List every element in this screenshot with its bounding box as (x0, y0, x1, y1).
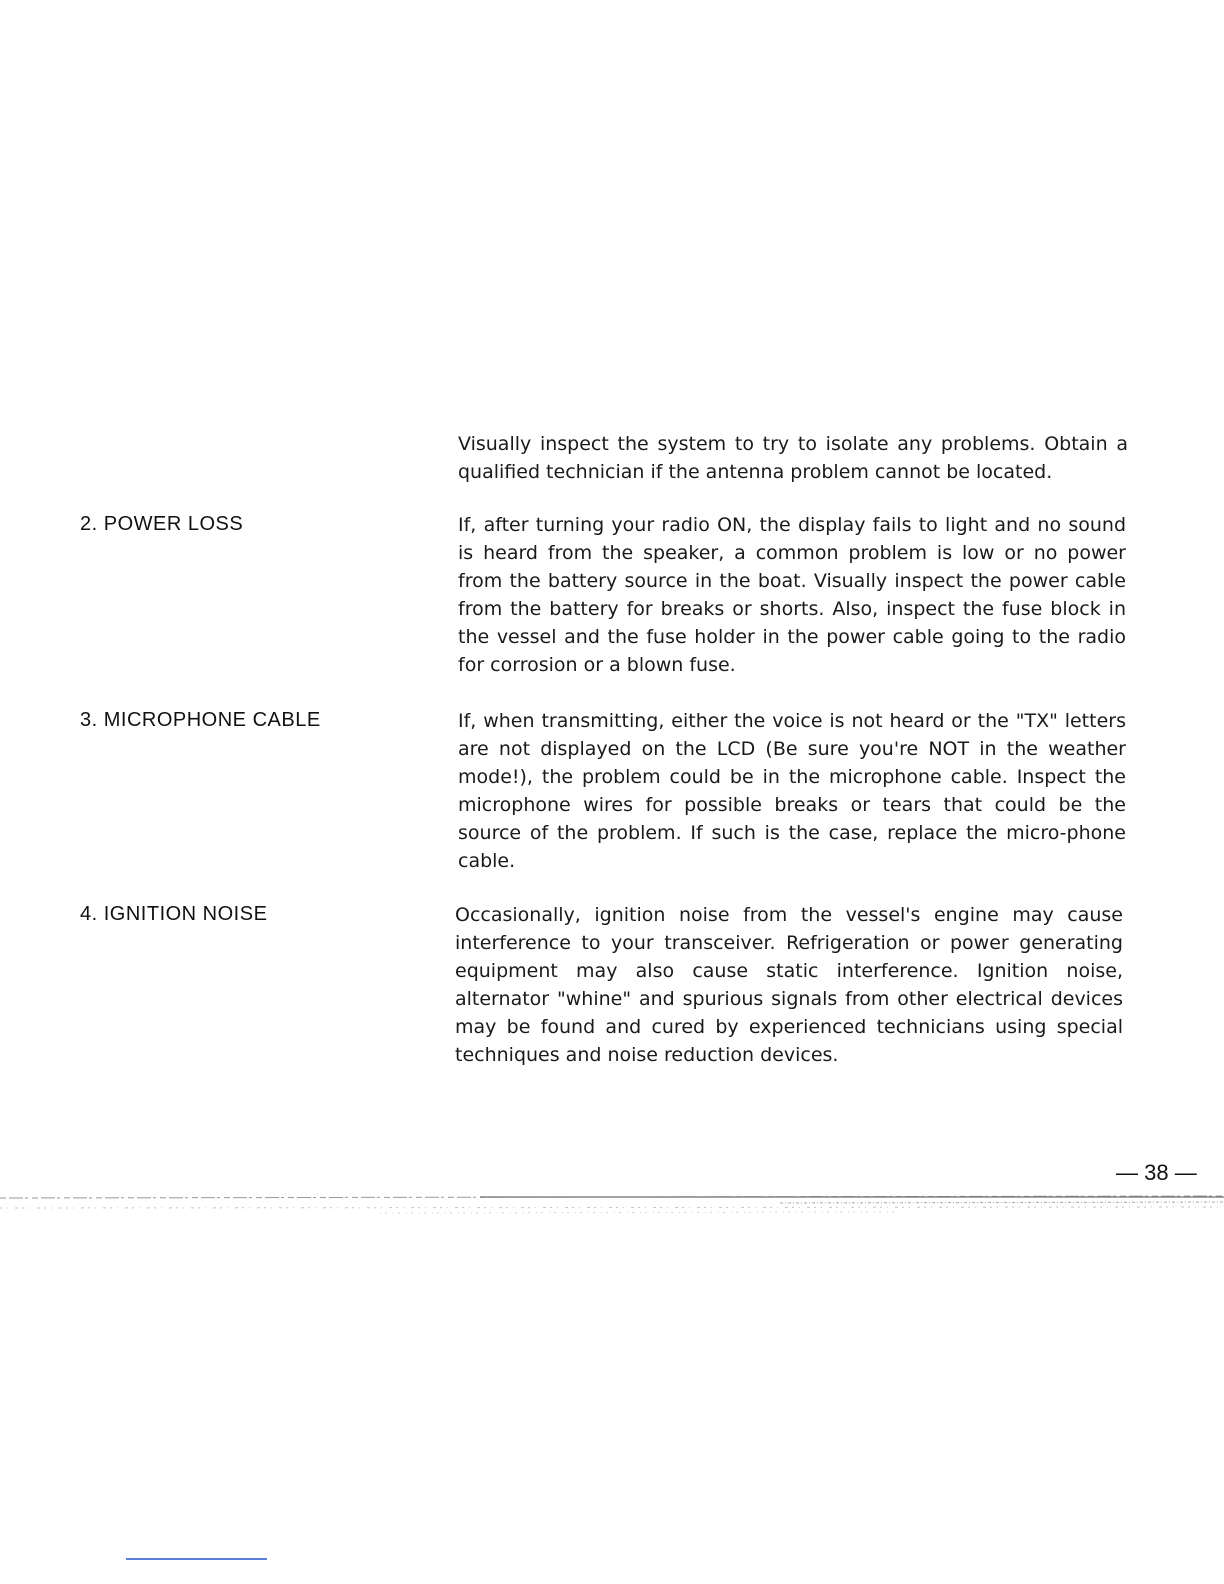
intro-paragraph: Visually inspect the system to try to isolate any problems. Obtain a qualified technician if the antenna problem cannot be located. (458, 433, 1128, 483)
section-body: Occasionally, ignition noise from the vessel's engine may cause interference to your transceiver. Refrigeration or power generating equipment may also cause static interference. Ignition noise, alternator "whine" and spurious signals from other electrical devices may be found and cured by experienced technicians using special techniques and noise reduction devices. (455, 904, 1123, 1066)
section-heading: 3. MICROPHONE CABLE (80, 709, 321, 731)
scan-artifact-rule (0, 1194, 1224, 1218)
section-heading: 2. POWER LOSS (80, 513, 244, 535)
bottom-edge-mark (126, 1558, 267, 1560)
section-body: If, when transmitting, either the voice is not heard or the "TX" letters are not displayed on the LCD (Be sure you're NOT in the weather mode!), the problem could be in the microphone cable. Inspect the microphone wires for possible breaks or tears that could be the source of the problem. If such is the case, replace the micro-phone cable. (458, 710, 1126, 872)
section-heading: 4. IGNITION NOISE (80, 903, 268, 925)
section-body: If, after turning your radio ON, the display fails to light and no sound is heard from the speaker, a common problem is low or no power from the battery source in the boat. Visually inspect the power cable from the battery for breaks or shorts. Also, inspect the fuse block in the vessel and the fuse holder in the power cable going to the radio for corrosion or a blown fuse. (458, 514, 1126, 676)
page-number: — 38 — (1116, 1160, 1197, 1185)
